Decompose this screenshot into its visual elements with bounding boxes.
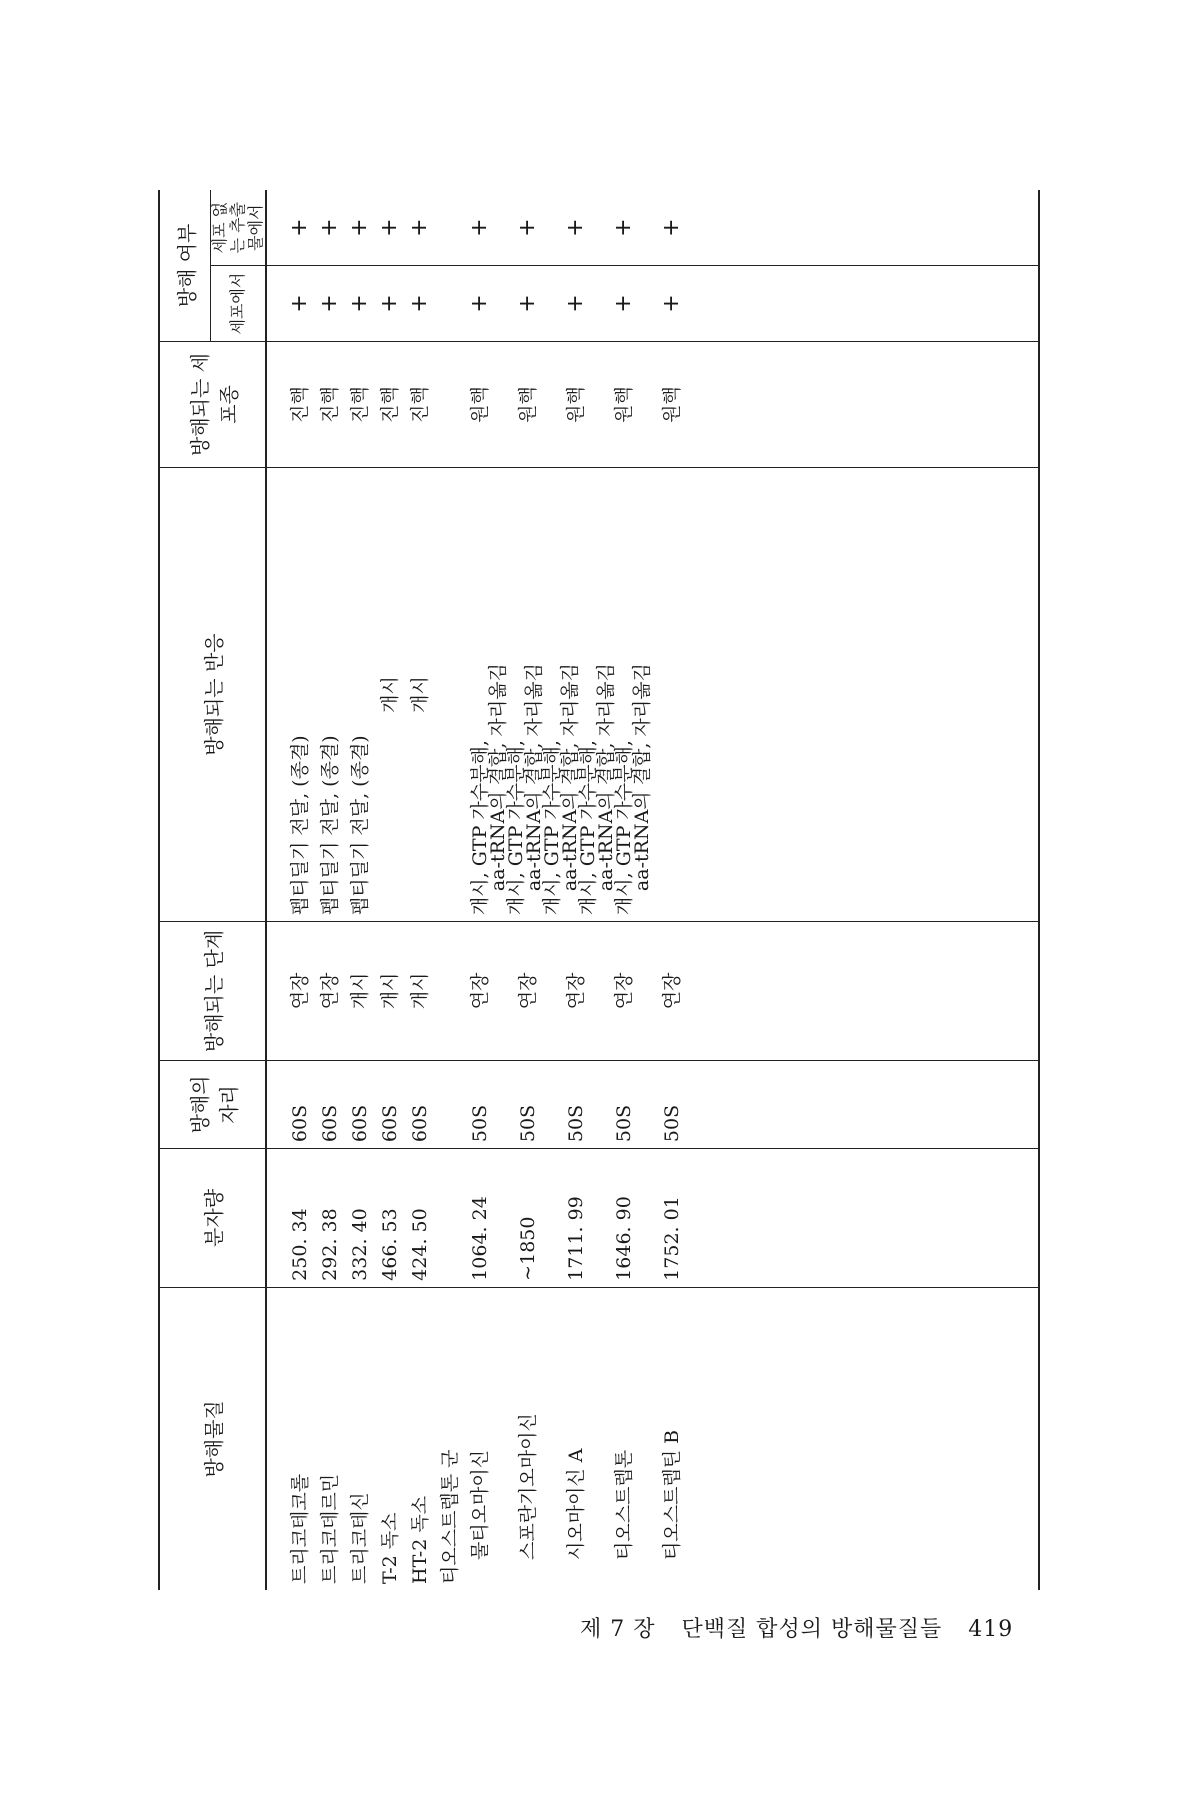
in-cell-mark: + <box>317 294 342 313</box>
in-cell-mark: + <box>467 294 492 313</box>
molecular-weight-value: 292. 38 <box>319 1208 341 1281</box>
site-value: 60S <box>379 1104 401 1143</box>
cell-free-mark: + <box>515 218 540 237</box>
stage-value: 연장 <box>289 972 311 1010</box>
cell-type-value: 원핵 <box>517 386 539 423</box>
molecular-weight-value: ~1850 <box>517 1216 539 1281</box>
cell-free-mark: + <box>347 218 372 237</box>
header-cell-type: 방해되는 세포종 <box>160 341 266 467</box>
site-value: 60S <box>349 1104 371 1143</box>
header-substance: 방해물질 <box>202 1400 226 1478</box>
reaction-value-line2: aa-tRNA의 결합, 자리옮김 <box>523 663 545 892</box>
cell-type-value: 진핵 <box>409 386 431 423</box>
cell-type-value: 진핵 <box>349 386 371 423</box>
substance-name: 트리코데르민 <box>319 1473 341 1584</box>
site-value: 50S <box>517 1104 539 1143</box>
substance-name: HT-2 독소 <box>409 1495 431 1584</box>
column-site <box>266 1060 1040 1148</box>
molecular-weight-value: 1646. 90 <box>613 1196 635 1281</box>
reaction-value-line2: aa-tRNA의 결합, 자리옮김 <box>487 663 509 892</box>
reaction-value-line1: 개시, GTP 가수분해, <box>577 740 599 916</box>
cell-type-value: 진핵 <box>289 386 311 423</box>
cell-type-value: 원핵 <box>469 386 491 423</box>
substance-name: 티오스트렙틴 B <box>661 1429 683 1560</box>
reaction-value-line1: 개시, GTP 가수분해, <box>541 740 563 916</box>
stage-value: 연장 <box>565 972 587 1010</box>
stage-value: 연장 <box>469 972 491 1010</box>
substance-name: 물티오마이신 <box>469 1449 491 1560</box>
column-stage <box>266 922 1040 1061</box>
site-value: 50S <box>613 1104 635 1143</box>
header-reaction: 방해되는 반응 <box>160 468 266 922</box>
substance-name: 트리코테신 <box>349 1492 371 1584</box>
reaction-value: 개시 <box>409 676 431 713</box>
stage-value: 연장 <box>319 972 341 1010</box>
cell-type-value: 진핵 <box>319 386 341 423</box>
column-reaction <box>266 468 1040 922</box>
chapter-label: 제 7 장 <box>580 1617 656 1642</box>
substance-name: T-2 독소 <box>379 1512 401 1584</box>
group-label: 티오스트렙톤 군 <box>439 1449 461 1584</box>
cell-free-mark: + <box>467 218 492 237</box>
reaction-value-line2: aa-tRNA의 결합, 자리옮김 <box>595 663 617 892</box>
substance-name: 시오마이신 A <box>565 1448 587 1560</box>
reaction-value-line1: 개시, GTP 가수분해, <box>613 740 635 916</box>
chapter-title: 단백질 합성의 방해물질들 <box>681 1617 943 1642</box>
in-cell-mark: + <box>563 294 588 313</box>
cell-type-value: 원핵 <box>613 386 635 423</box>
stage-value: 연장 <box>661 972 683 1010</box>
stage-value: 연장 <box>517 972 539 1010</box>
molecular-weight-value: 424. 50 <box>409 1208 431 1281</box>
header-site: 방해의 자리 <box>160 1060 266 1148</box>
site-value: 50S <box>469 1104 491 1143</box>
molecular-weight-value: 466. 53 <box>379 1208 401 1281</box>
column-in-cell-free <box>266 190 1040 266</box>
reaction-value-line1: 개시, GTP 가수분해, <box>505 740 527 916</box>
cell-type-value: 원핵 <box>661 386 683 423</box>
cell-free-mark: + <box>659 218 684 237</box>
column-molecular-weight <box>266 1149 1040 1288</box>
substance-name: 스포란기오마이신 <box>517 1413 539 1560</box>
reaction-value: 개시 <box>379 676 401 713</box>
header-inhibition: 방해 여부 <box>160 190 211 341</box>
stage-value: 연장 <box>613 972 635 1010</box>
inhibitor-table <box>160 190 1040 1590</box>
reaction-value-line2: aa-tRNA의 결합, 자리옮김 <box>631 663 653 892</box>
header-in-cell-free: 세포 없는 추출물에서 <box>211 190 267 266</box>
molecular-weight-value: 1752. 01 <box>661 1196 683 1281</box>
stage-value: 개시 <box>349 972 371 1010</box>
cell-type-value: 진핵 <box>379 386 401 423</box>
molecular-weight-value: 1711. 99 <box>565 1196 587 1281</box>
cell-free-mark: + <box>377 218 402 237</box>
site-value: 60S <box>409 1104 431 1143</box>
reaction-value: 펩티딜기 전달, (종결) <box>289 735 311 916</box>
in-cell-mark: + <box>377 294 402 313</box>
cell-free-mark: + <box>611 218 636 237</box>
page-number: 419 <box>968 1617 1014 1642</box>
reaction-value-line1: 개시, GTP 가수분해, <box>469 740 491 916</box>
site-value: 60S <box>289 1104 311 1143</box>
site-value: 50S <box>661 1104 683 1143</box>
column-cell-type <box>266 341 1040 467</box>
column-substance <box>266 1287 1040 1590</box>
reaction-value: 펩티딜기 전달, (종결) <box>349 735 371 916</box>
in-cell-mark: + <box>407 294 432 313</box>
substance-name: 트리코테코롤 <box>289 1473 311 1584</box>
cell-free-mark: + <box>317 218 342 237</box>
cell-free-mark: + <box>563 218 588 237</box>
molecular-weight-value: 250. 34 <box>289 1208 311 1281</box>
header-in-cell: 세포에서 <box>211 266 267 342</box>
in-cell-mark: + <box>287 294 312 313</box>
cell-type-value: 원핵 <box>565 386 587 423</box>
in-cell-mark: + <box>659 294 684 313</box>
cell-free-mark: + <box>287 218 312 237</box>
in-cell-mark: + <box>611 294 636 313</box>
header-stage: 방해되는 단계 <box>160 922 266 1061</box>
reaction-value-line2: aa-tRNA의 결합, 자리옮김 <box>559 663 581 892</box>
stage-value: 개시 <box>379 972 401 1010</box>
molecular-weight-value: 1064. 24 <box>469 1196 491 1281</box>
rotated-table-container <box>160 190 1040 1590</box>
in-cell-mark: + <box>347 294 372 313</box>
site-value: 60S <box>319 1104 341 1143</box>
stage-value: 개시 <box>409 972 431 1010</box>
molecular-weight-value: 332. 40 <box>349 1208 371 1281</box>
cell-free-mark: + <box>407 218 432 237</box>
page-footer <box>580 1612 1031 1643</box>
substance-name: 티오스트렙톤 <box>613 1449 635 1560</box>
site-value: 50S <box>565 1104 587 1143</box>
reaction-value: 펩티딜기 전달, (종결) <box>319 735 341 916</box>
header-molecular-weight: 분자량 <box>160 1149 266 1288</box>
in-cell-mark: + <box>515 294 540 313</box>
column-in-cell <box>266 266 1040 342</box>
